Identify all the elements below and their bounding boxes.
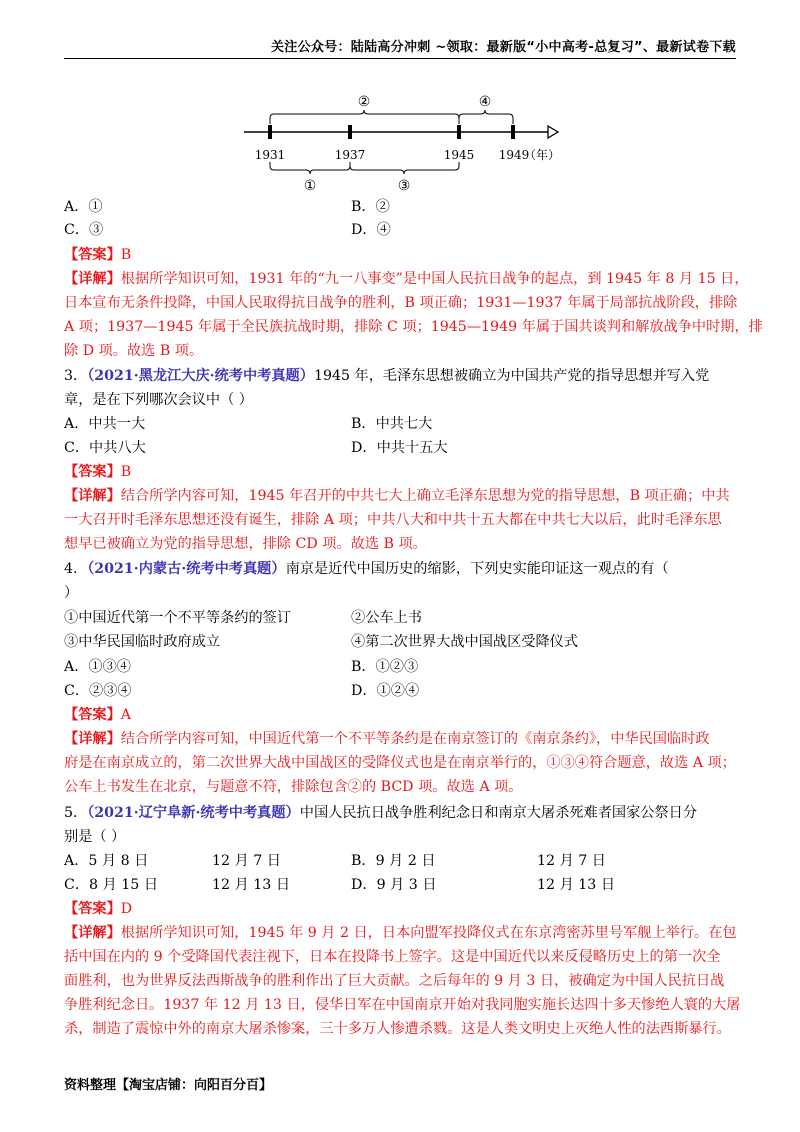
q2-answer: 【答案】B — [64, 247, 132, 263]
tick-1949 — [511, 125, 515, 139]
q5-detail-line5: 杀，制造了震惊中外的南京大屠杀惨案，三十多万人惨遭杀戮。这是人类文明史上灭绝人性的法西斯暴行。 — [64, 1021, 731, 1037]
q4-items-row2 — [64, 632, 744, 652]
q3-option-b[interactable]: B．中共七大 — [351, 416, 433, 432]
q5-stem-line2: 别是（ ） — [64, 829, 126, 845]
q3-stem-line1: 3．（2021·黑龙江大庆·统考中考真题）1945 年，毛泽东思想被确立为中国共产党的指导思想并写入党 — [64, 368, 710, 384]
q2-detail-line2: 日本宣布无条件投降，中国人民取得抗日战争的胜利，B 项正确；1931—1937 年属于局部抗战阶段，排除 — [64, 295, 738, 311]
year-1931: 1931 — [254, 148, 286, 162]
q3-option-a[interactable]: A．中共一大 — [64, 416, 146, 432]
year-1949: 1949 — [498, 148, 530, 162]
q5-option-d-date2: 12 月 13 日 — [537, 877, 616, 893]
q2-detail-line3: A 项；1937—1945 年属于全民族抗战时期，排除 C 项；1945—1949 年属于国共谈判和解放战争中时期，排 — [64, 319, 763, 335]
q3-options-row1 — [64, 414, 744, 434]
q4-option-d[interactable]: D．①②④ — [351, 683, 420, 699]
q3-answer: 【答案】B — [64, 464, 132, 480]
q5-answer: 【答案】D — [64, 901, 133, 917]
q2-option-c[interactable]: C．③ — [64, 222, 104, 238]
q4-stem-line1: 4．（2021·内蒙古·统考中考真题）南京是近代中国历史的缩影，下列史实能印证这一观点的有（ — [64, 561, 669, 577]
q4-detail-line2: 府是在南京成立的，第二次世界大战中国战区的受降仪式也是在南京举行的，①③④符合题意，故选 A 项； — [64, 755, 736, 771]
q5-source: （2021·辽宁阜新·统考中考真题） — [87, 805, 300, 821]
page-footer: 资料整理【淘宝店铺：向阳百分百】 — [64, 1078, 273, 1093]
q5-option-b[interactable]: B．9 月 2 日 — [351, 853, 436, 869]
label-bottom-3: ③ — [397, 178, 411, 194]
brace-top-2 — [270, 110, 459, 124]
label-top-4: ④ — [478, 94, 492, 110]
q5-option-a[interactable]: A．5 月 8 日 — [64, 853, 149, 869]
q2-detail-line1: 【详解】根据所学知识可知，1931 年的“九一八事变”是中国人民抗日战争的起点，到 1945 年 8 月 15 日， — [64, 271, 749, 287]
q4-items-row1 — [64, 608, 744, 628]
q3-stem-line2: 章，是在下列哪次会议中（ ） — [64, 392, 253, 408]
q5-option-d[interactable]: D．9 月 3 日 — [351, 877, 437, 893]
q4-item-1: ①中国近代第一个不平等条约的签订 — [64, 610, 292, 626]
q5-detail-line2: 括中国在内的 9 个受降国代表注视下，日本在投降书上签字。这是中国近代以来反侵略历史上的第一次全 — [64, 949, 721, 965]
q3-detail-line2: 一大召开时毛泽东思想还没有诞生，排除 A 项；中共八大和中共十五大都在中共七大以后，此时毛泽东思 — [64, 512, 722, 528]
q5-option-b-date2: 12 月 7 日 — [537, 853, 606, 869]
year-unit: （年） — [523, 148, 561, 162]
brace-top-4 — [459, 110, 513, 124]
q5-options-row2 — [64, 875, 744, 895]
q5-option-a-date2: 12 月 7 日 — [212, 853, 281, 869]
q5-detail-line3: 面胜利，也为世界反法西斯战争的胜利作出了巨大贡献。之后每年的 9 月 3 日，被确定为中国人民抗日战 — [64, 973, 725, 989]
tick-1937 — [348, 125, 352, 139]
q4-detail-line1: 【详解】结合所学内容可知，中国近代第一个不平等条约是在南京签订的《南京条约》，中华民国临时政 — [64, 731, 710, 747]
q4-stem-line2: ） — [64, 585, 79, 601]
q4-option-b[interactable]: B．①②③ — [351, 659, 419, 675]
q4-item-2: ②公车上书 — [351, 610, 422, 626]
q2-options-row1 — [64, 197, 744, 217]
q5-detail-line1: 【详解】根据所学知识可知，1945 年 9 月 2 日，日本向盟军投降仪式在东京湾密苏里号军舰上举行。在包 — [64, 925, 737, 941]
q4-options-row1 — [64, 657, 744, 677]
q4-answer: 【答案】A — [64, 707, 132, 723]
q4-option-c[interactable]: C．②③④ — [64, 683, 132, 699]
year-1937: 1937 — [334, 148, 366, 162]
brace-bottom-3 — [350, 162, 459, 174]
q2-detail-line4: 除 D 项。故选 B 项。 — [64, 343, 204, 359]
q5-number: 5． — [64, 805, 88, 821]
q3-number: 3． — [64, 368, 88, 384]
q2-option-b[interactable]: B．② — [351, 199, 390, 215]
q3-option-d[interactable]: D．中共十五大 — [351, 440, 448, 456]
year-1945: 1945 — [443, 148, 475, 162]
q5-option-c[interactable]: C．8 月 15 日 — [64, 877, 159, 893]
tick-1931 — [268, 125, 272, 139]
q5-stem-line1: 5．（2021·辽宁阜新·统考中考真题）中国人民抗日战争胜利纪念日和南京大屠杀死难者国家公祭日分 — [64, 805, 698, 821]
q2-option-a[interactable]: A．① — [64, 199, 103, 215]
brace-bottom-1 — [270, 162, 350, 174]
q4-number: 4． — [64, 561, 88, 577]
q4-item-4: ④第二次世界大战中国战区受降仪式 — [351, 634, 579, 650]
q5-option-c-date2: 12 月 13 日 — [212, 877, 291, 893]
q4-options-row2 — [64, 681, 744, 701]
q4-option-a[interactable]: A．①③④ — [64, 659, 131, 675]
label-bottom-1: ① — [303, 178, 317, 194]
q5-options-row1 — [64, 851, 744, 871]
q3-option-c[interactable]: C．中共八大 — [64, 440, 146, 456]
q2-option-d[interactable]: D．④ — [351, 222, 391, 238]
q5-detail-line4: 争胜利纪念日。1937 年 12 月 13 日，侵华日军在中国南京开始对我同胞实施长达四十多天惨绝人寰的大屠 — [64, 997, 741, 1013]
q3-detail-line1: 【详解】结合所学内容可知，1945 年召开的中共七大上确立毛泽东思想为党的指导思想，B 项正确；中共 — [64, 488, 730, 504]
q3-detail-line3: 想早已被确立为党的指导思想，排除 CD 项。故选 B 项。 — [64, 536, 427, 552]
label-top-2: ② — [357, 94, 371, 110]
q4-detail-line3: 公车上书发生在北京，与题意不符，排除包含②的 BCD 项。故选 A 项。 — [64, 779, 523, 795]
page-header: 关注公众号：陆陆高分冲刺 ~领取：最新版“小中高考-总复习”、最新试卷下载 — [64, 36, 736, 59]
q4-item-3: ③中华民国临时政府成立 — [64, 634, 221, 650]
tick-1945 — [457, 125, 461, 139]
timeline-arrowhead — [548, 126, 558, 138]
q2-options-row2 — [64, 220, 744, 240]
q3-options-row2 — [64, 438, 744, 458]
q4-source: （2021·内蒙古·统考中考真题） — [87, 561, 286, 577]
q3-source: （2021·黑龙江大庆·统考中考真题） — [87, 368, 314, 384]
